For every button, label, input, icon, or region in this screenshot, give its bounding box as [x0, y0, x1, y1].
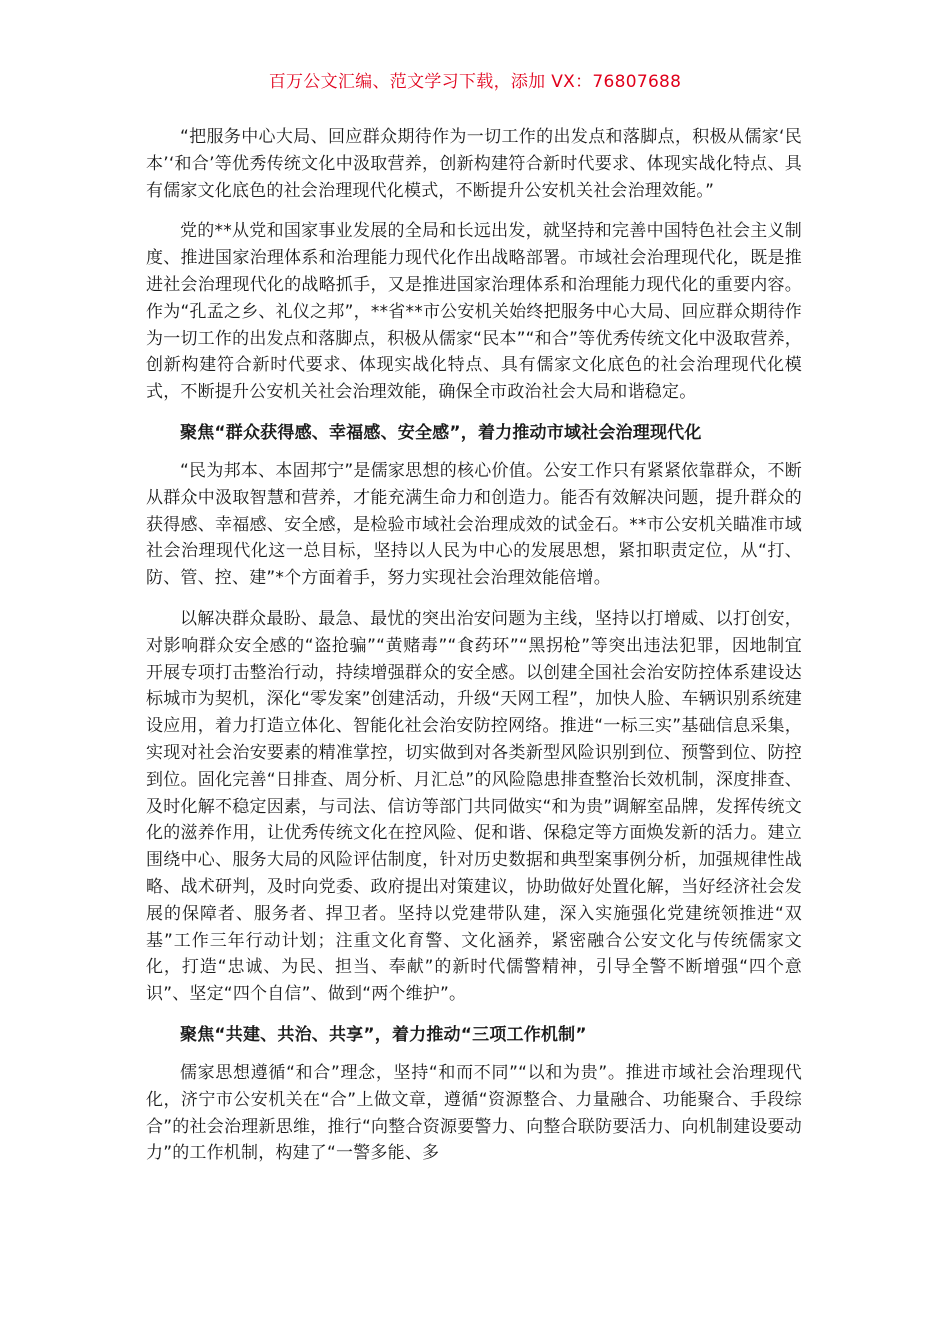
paragraph-intro: 党的**从党和国家事业发展的全局和长远出发，就坚持和完善中国特色社会主义制度、推进国家治理体系和治理能力现代化作出战略部署。市域社会治理现代化，既是推进社会治理现代化的战略抓手，又是推进国家治理体系和治理能力现代化的重要内容。作为“孔孟之乡、礼仪之邦”，**省**市公安机关始终把服务中心大局、回应群众期待作为一切工作的出发点和落脚点，积极从儒家“民本”“和合”等优秀传统文化中汲取营养，创新构建符合新时代要求、体现实战化特点、具有儒家文化底色的社会治理现代化模式，不断提升公安机关社会治理效能，确保全市政治社会大局和谐稳定。: [146, 221, 802, 403]
paragraph-quote: “把服务中心大局、回应群众期待作为一切工作的出发点和落脚点，积极从儒家‘民本’‘和合’等优秀传统文化中汲取营养，创新构建符合新时代要求、体现实战化特点、具有儒家文化底色的社会治理现代化模式，不断提升公安机关社会治理效能。”: [146, 127, 802, 201]
paragraph-section2-a: 儒家思想遵循“和合”理念，坚持“和而不同”“以和为贵”。推进市域社会治理现代化，济宁市公安机关在“合”上做文章，遵循“资源整合、力量融合、功能聚合、手段综合”的社会治理新思维，推行“向整合资源要警力、向整合联防要活力、向机制建设要动力”的工作机制，构建了“一警多能、多: [146, 1062, 802, 1164]
section-heading-2: 聚焦“共建、共治、共享”，着力推动“三项工作机制”: [180, 1024, 587, 1045]
paragraph-section1-a: “民为邦本、本固邦宁”是儒家思想的核心价值。公安工作只有紧紧依靠群众，不断从群众中汲取智慧和营养，才能充满生命力和创造力。能否有效解决问题，提升群众的获得感、幸福感、安全感，是检验市域社会治理成效的试金石。**市公安机关瞄准市域社会治理现代化这一总目标，坚持以人民为中心的发展思想，紧扣职责定位，从“打、防、管、控、建”*个方面着手，努力实现社会治理效能倍增。: [146, 460, 802, 589]
section-heading-1: 聚焦“群众获得感、幸福感、安全感”，着力推动市域社会治理现代化: [180, 422, 702, 443]
paragraph-section1-b: 以解决群众最盼、最急、最忧的突出治安问题为主线，坚持以打增威、以打创安，对影响群众安全感的“盗抢骗”“黄赌毒”“食药环”“黑拐枪”等突出违法犯罪，因地制宜开展专项打击整治行动，持续增强群众的安全感。以创建全国社会治安防控体系建设达标城市为契机，深化“零发案”创建活动，升级“天网工程”，加快人脸、车辆识别系统建设应用，着力打造立体化、智能化社会治安防控网络。推进“一标三实”基础信息采集，实现对社会治安要素的精准掌控，切实做到对各类新型风险识别到位、预警到位、防控到位。固化完善“日排查、周分析、月汇总”的风险隐患排查整治长效机制，深度排查、及时化解不稳定因素，与司法、信访等部门共同做实“和为贵”调解室品牌，发挥传统文化的滋养作用，让优秀传统文化在控风险、促和谐、保稳定等方面焕发新的活力。建立围绕中心、服务大局的风险评估制度，针对历史数据和典型案事例分析，加强规律性战略、战术研判，及时向党委、政府提出对策建议，协助做好处置化解，当好经济社会发展的保障者、服务者、捍卫者。坚持以党建带队建，深入实施强化党建统领推进“双基”工作三年行动计划；注重文化育警、文化涵养，紧密融合公安文化与传统儒家文化，打造“忠诚、为民、担当、奉献”的新时代儒警精神，引导全警不断增强“四个意识”、坚定“四个自信”、做到“两个维护”。: [146, 608, 802, 1005]
document-body: [146, 124, 802, 1181]
watermark-header-note: 百万公文汇编、范文学习下载，添加 VX：76807688: [268, 72, 682, 92]
